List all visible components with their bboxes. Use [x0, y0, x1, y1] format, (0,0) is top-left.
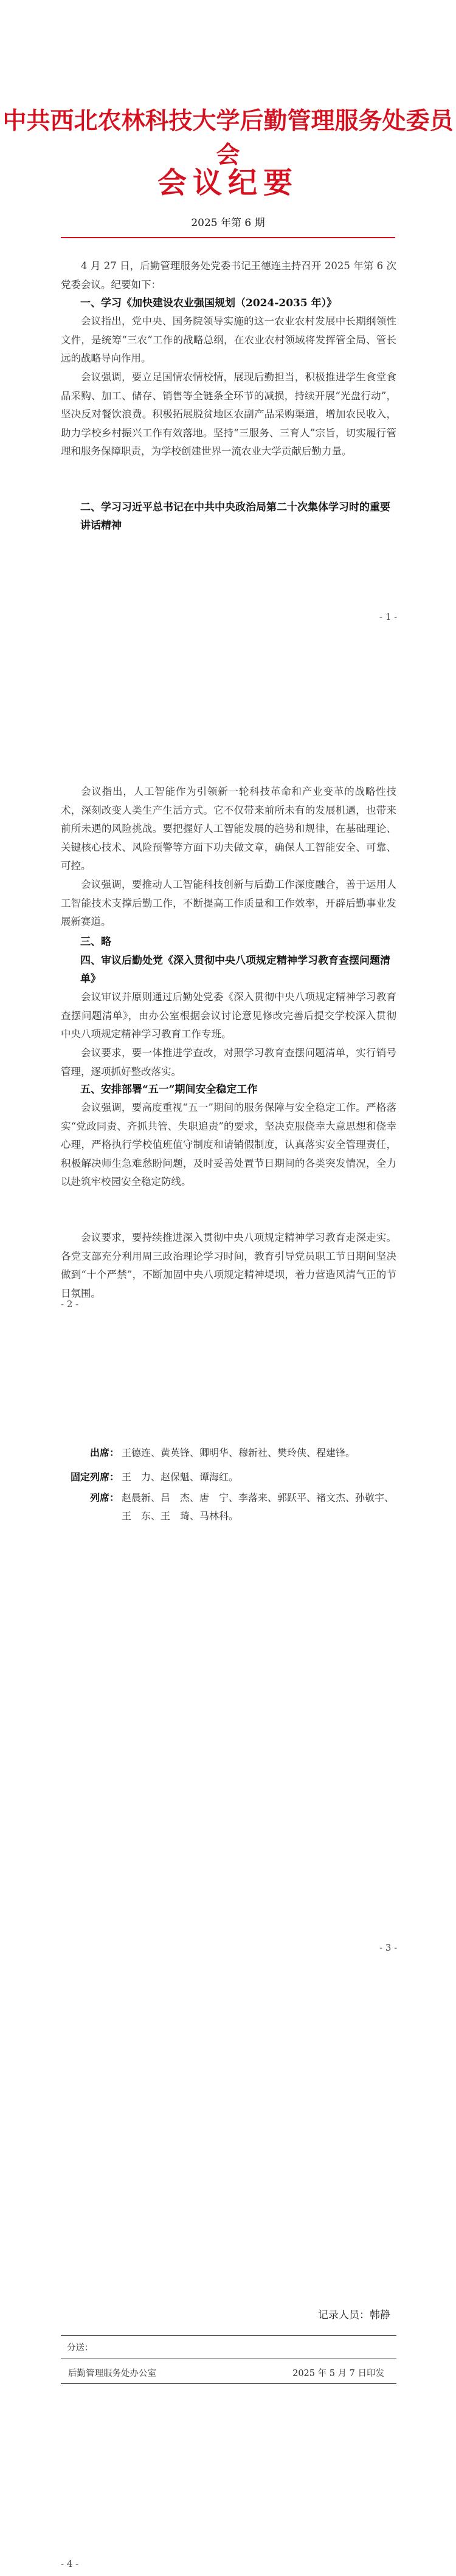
section-4-heading: 四、审议后勤处党《深入贯彻中央八项规定精神学习教育查摆问题清单》 — [80, 955, 390, 985]
recorder: 记录人员：韩静 — [318, 2309, 390, 2321]
section-5-paragraph-2: 会议要求，要持续推进深入贯彻中央八项规定精神学习教育走深走实。各党支部充分利用周三政治理论学习时间，教育引导党员职工节日期间坚决做到“十个严禁”，不断加固中央八项规定精神堤坝，着力营造风清气正的节日氛围。 — [61, 1232, 396, 1299]
document-org-title: 中共西北农林科技大学后勤管理服务处委员会 — [2, 107, 454, 169]
section-5-paragraph-1: 会议强调，要高度重视“五一”期间的服务保障与安全稳定工作。严格落实“党政同责、齐抓共管、失职追责”的要求，坚决克服侥幸大意思想和侥幸心理，严格执行学校值班值守制度和请销假制度，认真落实安全管理责任，积极解决师生急难愁盼问题，及时妥善处置节日期间的各类突发情况，全力以赴筑牢校园安全稳定防线。 — [61, 1102, 396, 1187]
attendance-nonvoting-row — [61, 1468, 396, 1486]
section-5-heading: 五、安排部署“五一”期间安全稳定工作 — [80, 1084, 258, 1096]
issue-number: 2025 年第 6 期 — [191, 217, 265, 229]
attendance-present-row — [61, 1444, 396, 1462]
distribution-label: 分送： — [67, 2343, 94, 2353]
document-type-title: 会议纪要 — [157, 166, 299, 200]
present-names: 王德连、黄英锋、卿明华、穆新社、樊玲侠、程建锋。 — [122, 1447, 356, 1458]
section-1-heading: 一、学习《加快建设农业强国规划（2024-2035 年）》 — [80, 297, 337, 309]
section-1-paragraph-2: 会议强调，要立足国情农情校情，展现后勤担当，积极推进学生食堂食品采购、加工、储存、销售等全链条全环节的减损，持续开展“光盘行动”，坚决反对餐饮浪费。积极拓展脱贫地区农副产品采购渠道，增加农民收入，助力学校乡村振兴工作有效落地。坚持“三服务、三育人”宗旨，切实履行管理和服务保障职责，为学校创建世界一流农业大学贡献后勤力量。 — [61, 371, 396, 457]
attending-label: 列席： — [89, 1492, 119, 1503]
nonvoting-names: 王 力、赵保魁、谭海红。 — [122, 1471, 239, 1483]
present-label: 出席： — [89, 1447, 119, 1458]
nonvoting-label: 固定列席： — [70, 1471, 119, 1483]
red-divider — [61, 237, 395, 238]
section-1-paragraph-1: 会议指出，党中央、国务院领导实施的这一农业农村发展中长期纲领性文件，是统筹“三农”工作的战略总纲，在农业农村领域将发挥管全局、管长远的战略导向作用。 — [61, 315, 396, 364]
section-3-heading: 三、略 — [80, 936, 111, 948]
footer-bottom-rule — [61, 2383, 396, 2384]
page-number-1: - 1 - — [379, 611, 398, 622]
intro-paragraph: 4 月 27 日，后勤管理服务处党委书记王德连主持召开 2025 年第 6 次党委会议。纪要如下： — [61, 260, 396, 290]
attending-names: 赵晨新、吕 杰、唐 宁、李落来、郭跃平、褚文杰、孙敬宇、王 东、王 琦、马林科。 — [122, 1492, 395, 1522]
footer-date: 2025 年 5 月 7 日印发 — [292, 2369, 384, 2379]
section-2-paragraph-2: 会议强调，要推动人工智能科技创新与后勤工作深度融合，善于运用人工智能技术支撑后勤工作，不断提高工作质量和工作效率，开辟后勤事业发展新赛道。 — [61, 879, 396, 927]
attendance-list — [61, 1444, 396, 1525]
footer-issuer: 后勤管理服务处办公室 — [68, 2369, 156, 2379]
page-number-3: - 3 - — [379, 1942, 398, 1953]
section-2-paragraph-1: 会议指出，人工智能作为引领新一轮科技革命和产业变革的战略性技术，深刻改变人类生产生活方式。它不仅带来前所未有的发展机遇，也带来前所未遇的风险挑战。要把握好人工智能发展的趋势和规律，在基础理论、关键核心技术、风险预警等方面下功夫做文章，确保人工智能安全、可靠、可控。 — [61, 786, 396, 871]
page-number-2: - 2 - — [61, 1299, 79, 1310]
attendance-attending-row — [61, 1489, 396, 1525]
section-4-paragraph-2: 会议要求，要一体推进学查改，对照学习教育查摆问题清单，实行销号管理，逐项抓好整改落实。 — [61, 1047, 396, 1077]
section-4-paragraph-1: 会议审议并原则通过后勤处党委《深入贯彻中央八项规定精神学习教育查摆问题清单》，由办公室根据会议讨论意见修改完善后提交学校深入贯彻中央八项规定精神学习教育工作专班。 — [61, 991, 396, 1040]
section-2-heading: 二、学习习近平总书记在中共中央政治局第二十次集体学习时的重要讲话精神 — [80, 501, 390, 532]
footer-top-rule — [61, 2335, 396, 2336]
page-number-4: - 4 - — [61, 2558, 79, 2569]
